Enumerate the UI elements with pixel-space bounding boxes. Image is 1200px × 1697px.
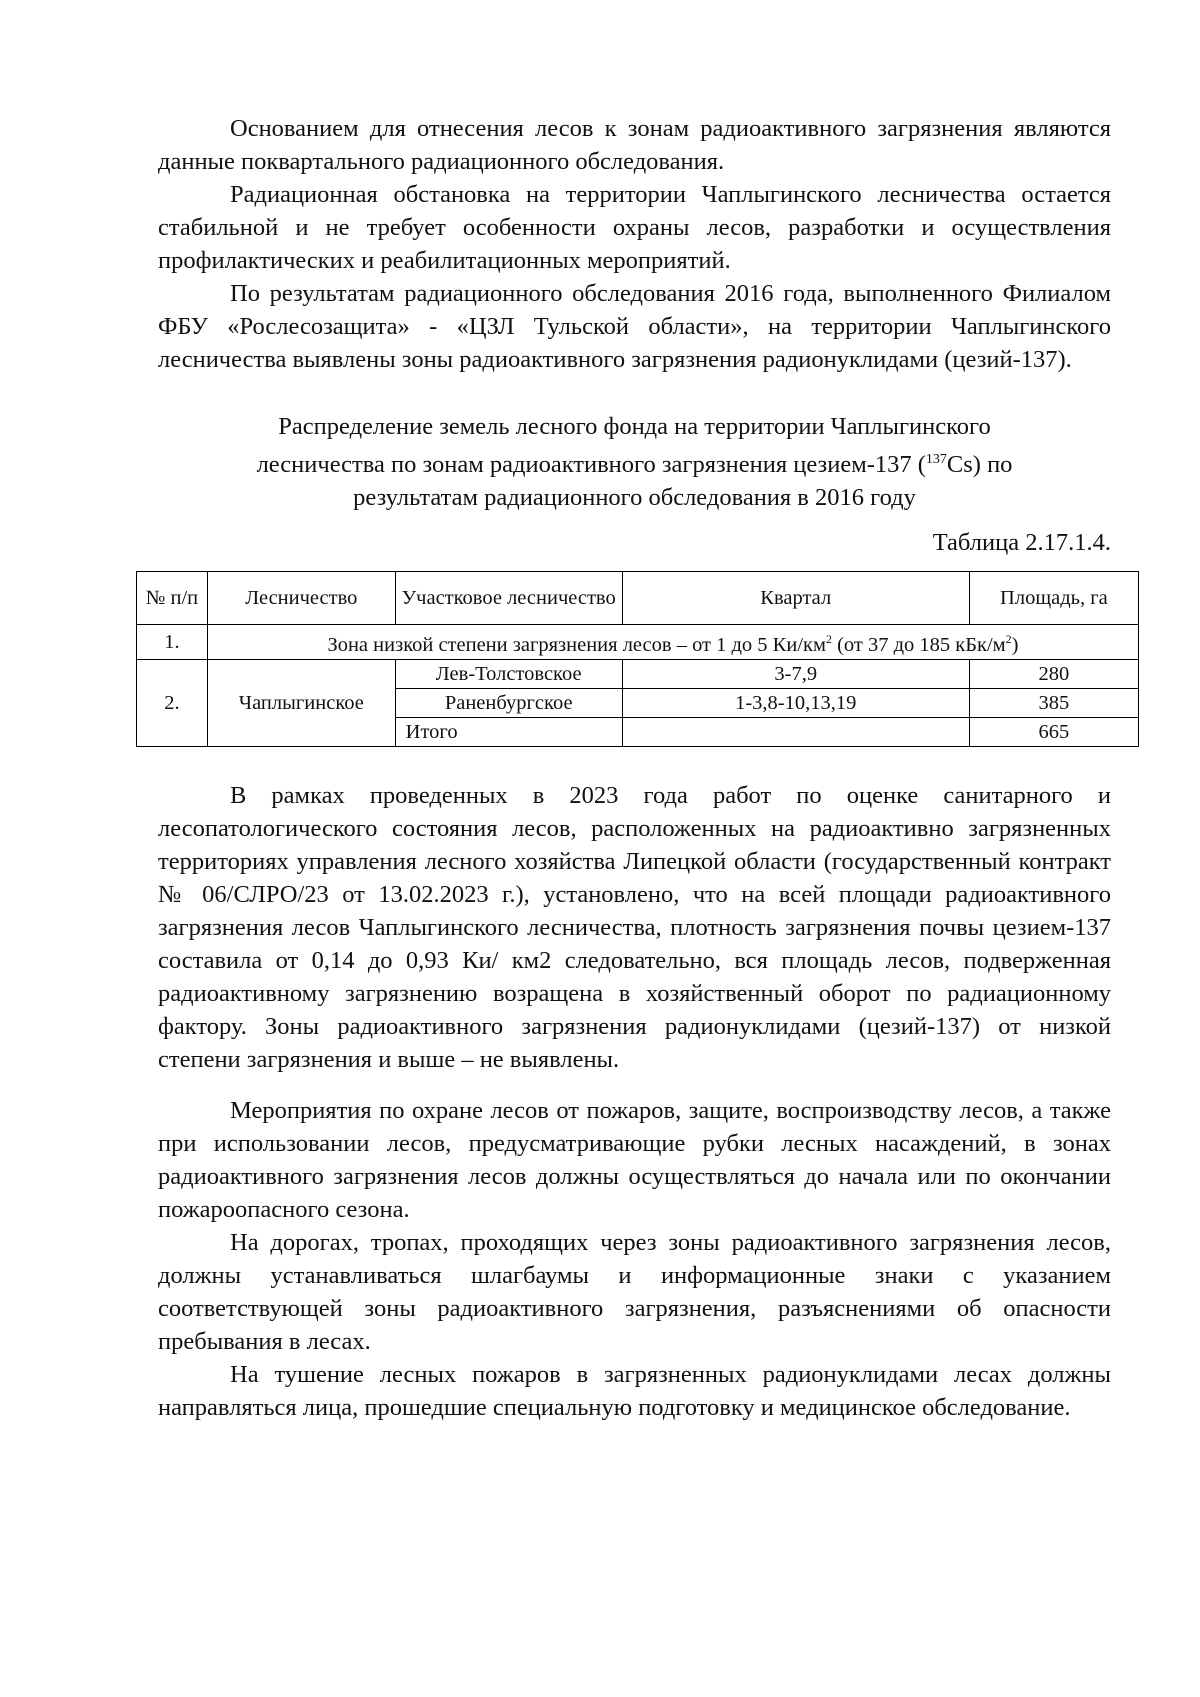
row-quarter: 1-3,8-10,13,19 — [622, 688, 969, 717]
header-forestry: Лесничество — [207, 572, 395, 625]
row-district: Раненбургское — [395, 688, 622, 717]
header-quarter: Квартал — [622, 572, 969, 625]
row-area: 385 — [969, 688, 1138, 717]
paragraph-survey-2016: По результатам радиационного обследования 2016 года, выполненного Филиалом ФБУ «Рослесозащита» - «ЦЗЛ Тульской области», на территории Чаплыгинского лесничества выявлены зоны радиоактивного загрязнения радионуклидами (цезий-137). — [158, 280, 1111, 373]
total-area: 665 — [969, 717, 1138, 746]
paragraph-survey-2023: В рамках проведенных в 2023 года работ по оценке санитарного и лесопатологического состояния лесов, расположенных на радиоактивно загрязненных территориях управления лесного хозяйства Липецкой области (государственный контракт № 06/СЛРО/23 от 13.02.2023 г.), установлено, что на всей площади радиоактивного загрязнения лесов Чаплыгинского лесничества, плотность загрязнения почвы цезием-137 составила от 0,14 до 0,93 Ки/ км2 следовательно, вся площадь лесов, подверженная радиоактивному загрязнению возращена в хозяйственный оборот по радиационному фактору. Зоны радиоактивного загрязнения радионуклидами (цезий-137) от низкой степени загрязнения и выше – не выявлены. — [158, 781, 1111, 1073]
row-quarter: 3-7,9 — [622, 659, 969, 688]
paragraph-fire-measures: Мероприятия по охране лесов от пожаров, защите, воспроизводству лесов, а также при использовании лесов, предусматривающие рубки лесных насаждений, в зонах радиоактивного загрязнения лесов должны осуществляться до начала или по окончании пожароопасного сезона. — [158, 1096, 1111, 1223]
caption-line-2: лесничества по зонам радиоактивного загрязнения цезием-137 ($^{137}$Cs) по — [256, 451, 1013, 479]
table-caption — [158, 410, 1111, 514]
header-num: № п/п — [137, 572, 208, 625]
document-page — [145, 112, 1111, 1424]
table-row — [137, 659, 1139, 688]
total-label: Итого — [395, 717, 622, 746]
paragraph-road-barriers: На дорогах, тропах, проходящих через зоны радиоактивного загрязнения лесов, должны устанавливаться шлагбаумы и информационные знаки с указанием соответствующей зоны радиоактивного загрязнения, разъяснениями об опасности пребывания в лесах. — [158, 1228, 1111, 1355]
caption-line-1: Распределение земель лесного фонда на территории Чаплыгинского — [278, 413, 991, 440]
header-area: Площадь, га — [969, 572, 1138, 625]
table-header-row — [137, 572, 1139, 625]
paragraph-situation: Радиационная обстановка на территории Чаплыгинского лесничества остается стабильной и не требует особенности охраны лесов, разработки и осуществления профилактических и реабилитационных мероприятий. — [158, 181, 1111, 274]
group-num: 2. — [137, 659, 208, 746]
group-forestry: Чаплыгинское — [207, 659, 395, 746]
caption-line-3: результатам радиационного обследования в 2016 году — [353, 484, 916, 512]
paragraph-firefighters: На тушение лесных пожаров в загрязненных радионуклидами лесах должны направляться лица, прошедшие специальную подготовку и медицинское обследование. — [158, 1360, 1111, 1421]
zone-num: 1. — [137, 625, 208, 660]
paragraph-basis: Основанием для отнесения лесов к зонам радиоактивного загрязнения являются данные поквартального радиационного обследования. — [158, 115, 1111, 175]
table-row-zone — [137, 625, 1139, 660]
total-quarter — [622, 717, 969, 746]
row-district: Лев-Толстовское — [395, 659, 622, 688]
contamination-table — [136, 571, 1139, 747]
row-area: 280 — [969, 659, 1138, 688]
table-number: Таблица 2.17.1.4. — [932, 529, 1111, 557]
header-district: Участковое лесничество — [395, 572, 622, 625]
zone-description: Зона низкой степени загрязнения лесов – от 1 до 5 $Ки/км^2$ (от 37 до 185 кБк/$м^2$) — [207, 625, 1138, 660]
